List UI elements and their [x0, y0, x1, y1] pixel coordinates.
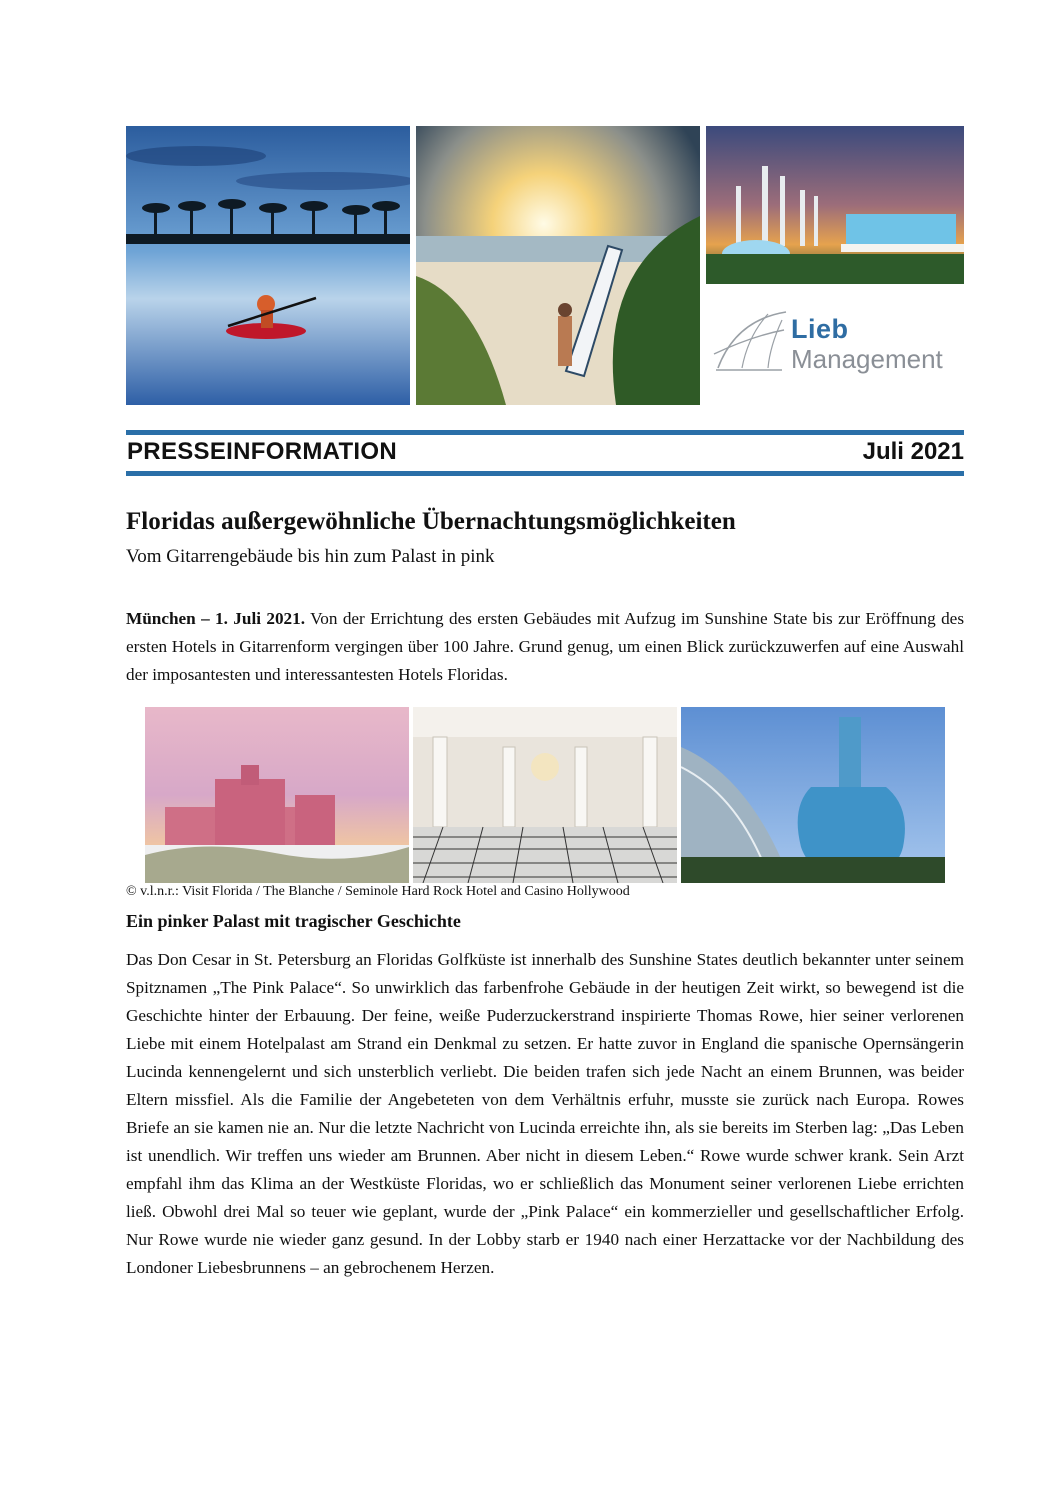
kayak-sunset-photo	[126, 126, 410, 405]
section-heading: Ein pinker Palast mit tragischer Geschichte	[126, 911, 461, 931]
surfer-beach-photo	[416, 126, 700, 405]
lieb-management-logo	[712, 306, 964, 380]
issue-date: Juli 2021	[862, 438, 964, 465]
pink-palace-photo	[145, 707, 409, 883]
logo-wordmark-management: Management	[791, 344, 943, 374]
intro-text: Von der Errichtung des ersten Gebäudes mit Aufzug im Sunshine State bis zur Eröffnung des ersten Hotels in Gitarrenform vergingen über 100 Jahre. Grund genug, um einen Blick zurückzuwerfen auf eine Auswahl der imposantesten und interessantesten Hotels Floridas.	[126, 609, 965, 684]
article-subtitle: Vom Gitarrengebäude bis hin zum Palast in pink	[126, 546, 495, 567]
logo-wordmark-lieb: Lieb	[791, 314, 849, 344]
photo-caption: © v.l.n.r.: Visit Florida / The Blanche / Seminole Hard Rock Hotel and Casino Hollywood	[126, 884, 630, 899]
intro-paragraph	[126, 605, 964, 689]
article-title: Floridas außergewöhnliche Übernachtungsmöglichkeiten	[126, 508, 736, 535]
space-center-photo	[706, 126, 964, 284]
globe-logo-icon	[712, 306, 792, 376]
header-rule-top	[126, 430, 964, 435]
header-rule-bottom	[126, 471, 964, 476]
guitar-hotel-photo	[681, 707, 945, 883]
press-label: PRESSEINFORMATION	[127, 438, 398, 465]
body-paragraph: Das Don Cesar in St. Petersburg an Floridas Golfküste ist innerhalb des Sunshine States deutlich bekannter unter seinem Spitznamen „The Pink Palace“. So unwirklich das farbenfrohe Gebäude in der heutigen Zeit wirkt, so bewegend ist die Geschichte hinter der Erbauung. Der feine, weiße Puderzuckerstrand inspirierte Thomas Rowe, hier seiner verlorenen Liebe mit einem Hotelpalast am Strand ein Denkmal zu setzen. Er hatte zuvor in England die spanische Opernsängerin Lucinda kennengelernt und sich unsterblich verliebt. Die beiden trafen sich jede Nacht an einem Brunnen, was beider Eltern missfiel. Als die Familie der Angebeteten von dem Verhältnis erfuhr, musste sie zurück nach Europa. Rowes Briefe an sie kamen nie an. Nur die letzte Nachricht von Lucinda erreichte ihn, als sie bereits im Sterben lag: „Das Leben ist unendlich. Wir treffen uns wieder am Brunnen. Aber nicht in diesem Leben.“ Rowe wurde schwer krank. Sein Arzt empfahl ihm das Klima an der Westküste Floridas, wo er schließlich das Monument seiner verlorenen Liebe errichten ließ. Obwohl drei Mal so teuer wie geplant, wurde der „Pink Palace“ ein kommerzieller und gesellschaftlicher Erfolg. Nur Rowe wurde nie wieder ganz gesund. In der Lobby starb er 1940 nach einer Herzattacke vor der Nachbildung des Londoner Liebesbrunnens – an gebrochenem Herzen.	[126, 950, 964, 1277]
hotel-gallery	[145, 707, 945, 883]
hotel-lobby-photo	[413, 707, 677, 883]
dateline: München – 1. Juli 2021.	[126, 609, 306, 628]
